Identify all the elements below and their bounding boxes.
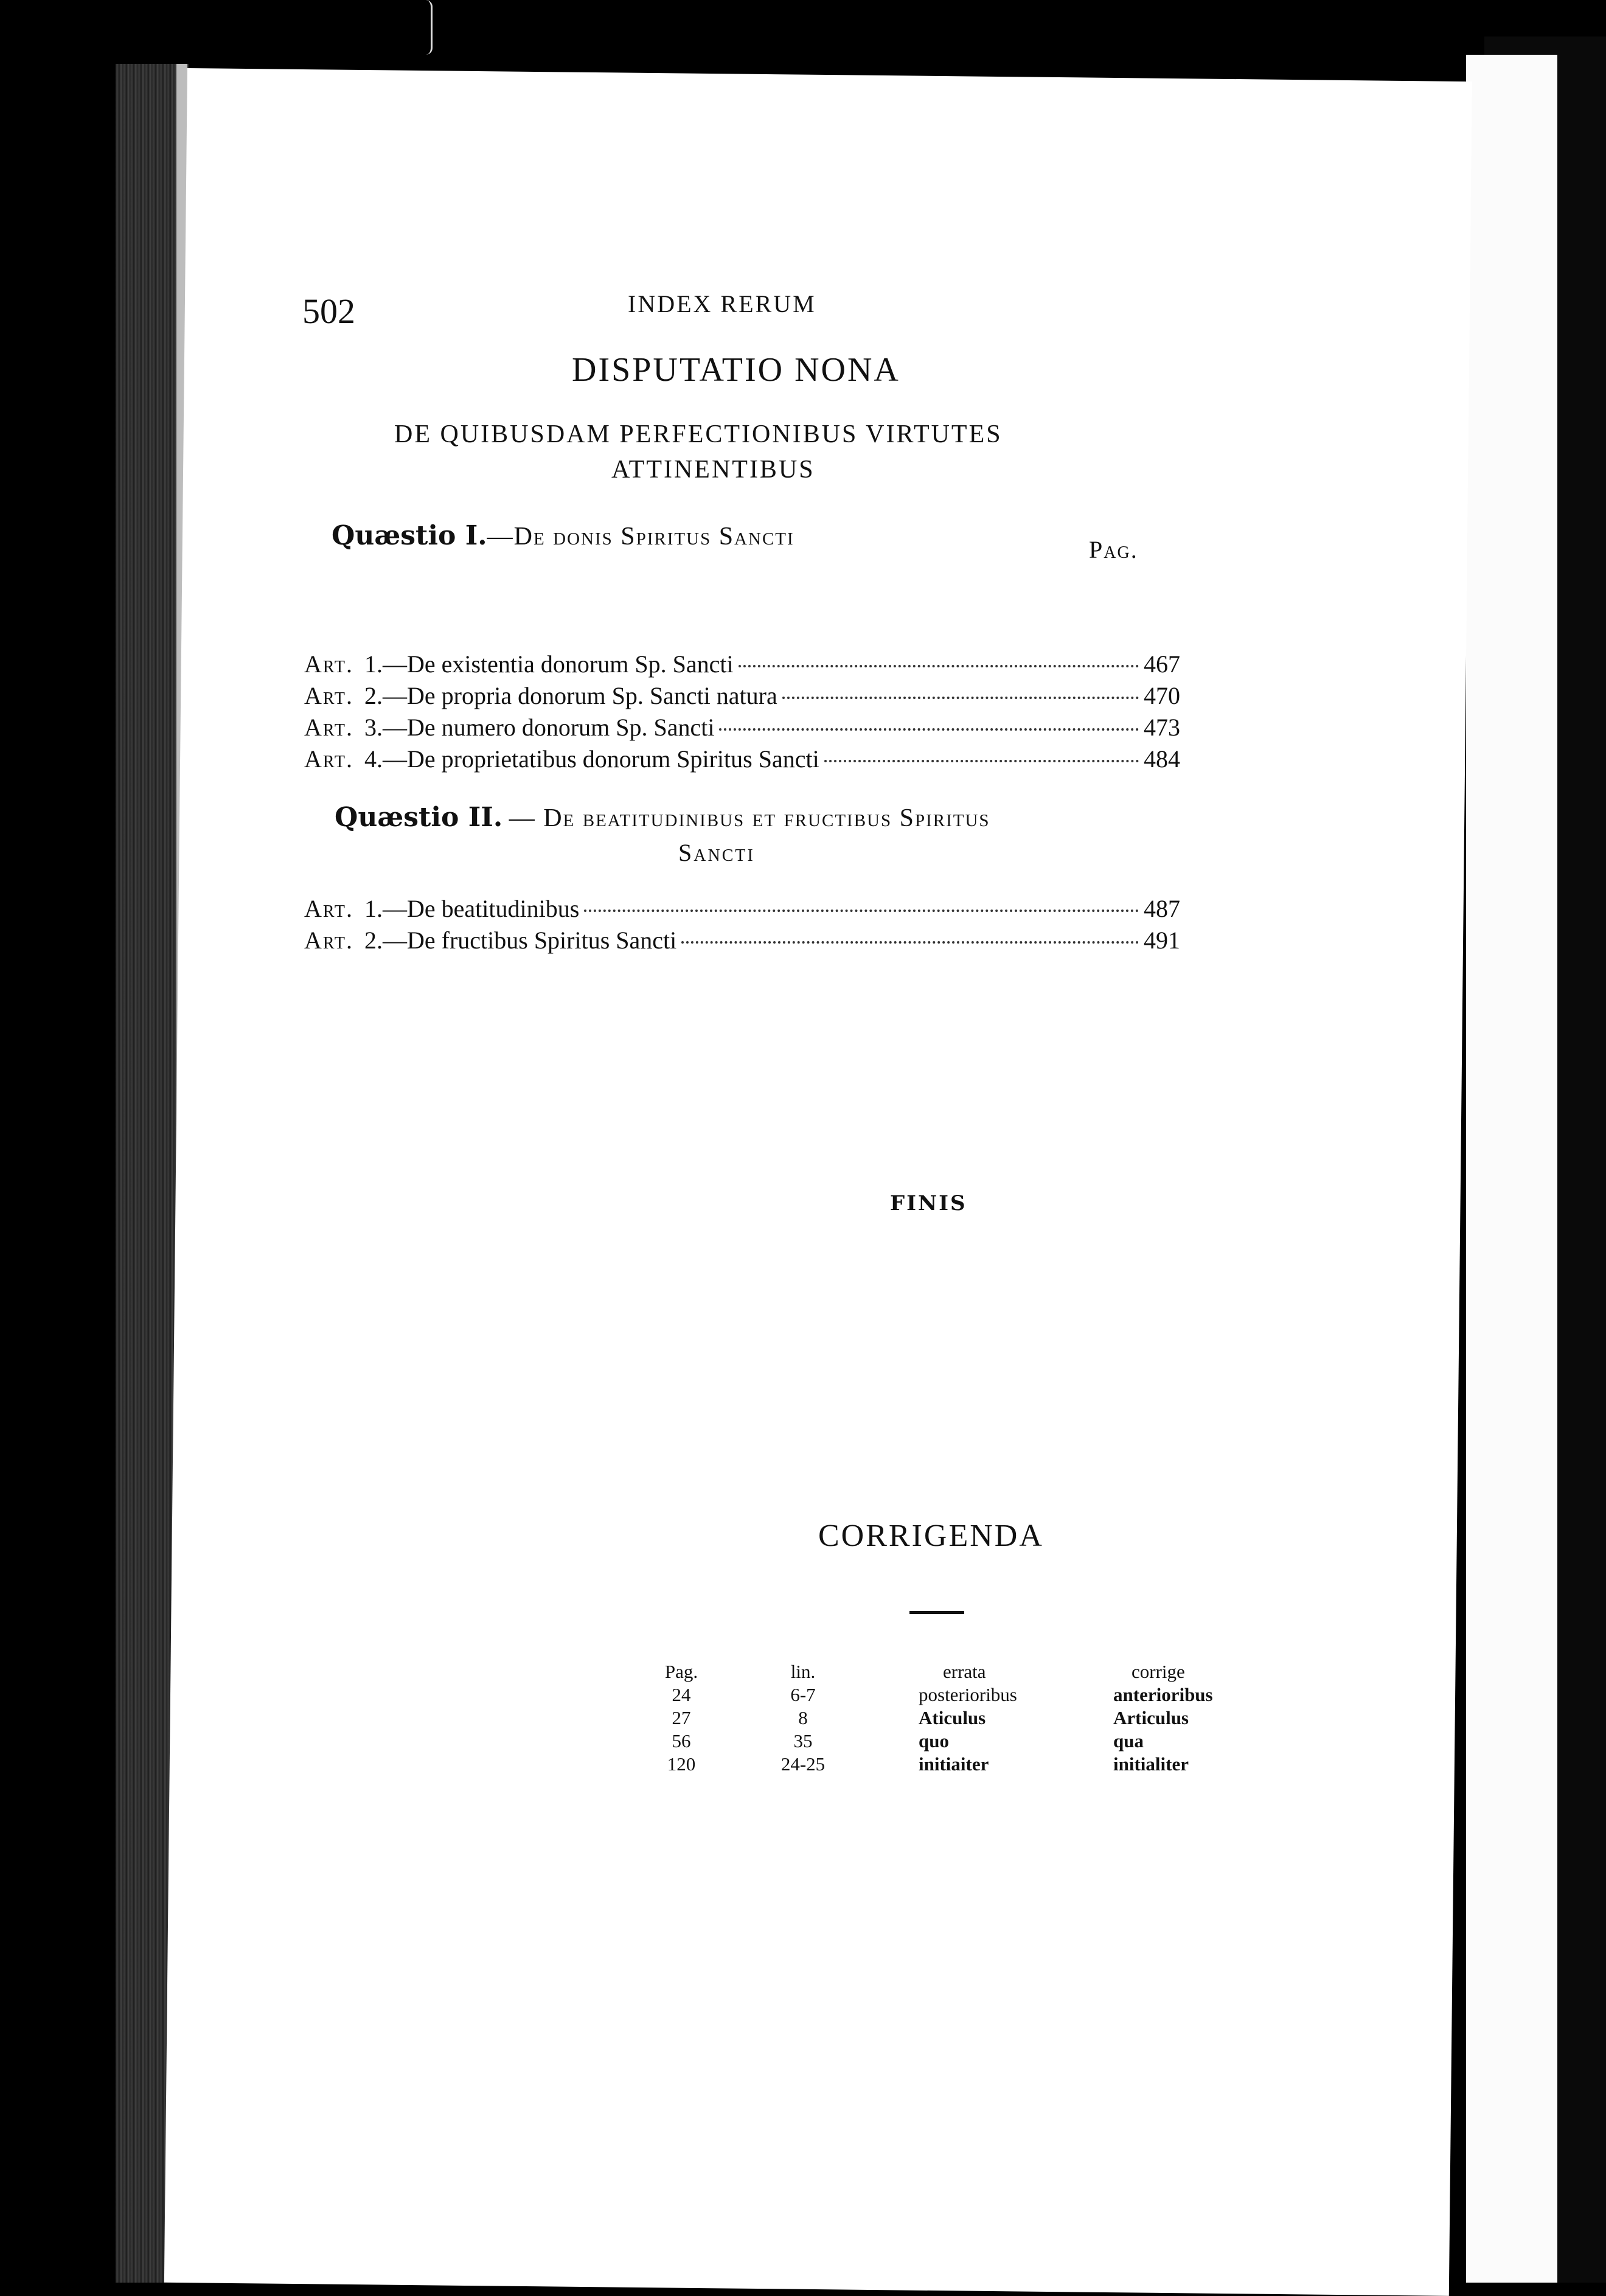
art-label: Art.	[304, 745, 353, 773]
cell-errata: initiaiter	[919, 1753, 989, 1775]
toc-entry	[304, 713, 1180, 742]
cell-lin: 8	[798, 1707, 808, 1728]
quaestio1-title: —De donis Spiritus Sancti	[487, 523, 794, 551]
cell-errata: Aticulus	[919, 1707, 986, 1728]
header-pag: Pag.	[664, 1661, 698, 1682]
page-ref: 470	[1144, 682, 1180, 709]
art-number: 1.	[364, 895, 383, 922]
page-ref: 491	[1144, 927, 1180, 954]
title-rule	[909, 1611, 964, 1614]
page-ref: 473	[1144, 714, 1180, 741]
header-lin: lin.	[790, 1661, 816, 1682]
art-title: —De propria donorum Sp. Sancti natura	[382, 682, 777, 709]
quaestio2-title-line2: Sancti	[678, 839, 755, 866]
quaestio2-title: — De beatitudinibus et fructibus Spiritus	[509, 804, 990, 832]
cell-corrige: initialiter	[1113, 1753, 1189, 1775]
art-title: —De proprietatibus donorum Spiritus Sancti	[382, 745, 819, 773]
art-number: 3.	[364, 714, 383, 741]
toc-entry	[304, 681, 1180, 710]
corrigenda-title: CORRIGENDA	[818, 1518, 1044, 1553]
section-subtitle-line2: ATTINENTIBUS	[611, 456, 815, 484]
cell-corrige: anterioribus	[1113, 1684, 1213, 1705]
leader-dots	[739, 665, 1139, 667]
adjacent-page	[1466, 55, 1557, 2283]
quaestio2-heading	[335, 802, 990, 833]
cell-errata: quo	[919, 1730, 949, 1752]
art-title: —De numero donorum Sp. Sancti	[382, 714, 715, 741]
cell-pag: 120	[667, 1753, 696, 1775]
cell-pag: 56	[672, 1730, 691, 1752]
pag-column-label: Pag.	[1089, 536, 1138, 563]
cell-lin: 35	[793, 1730, 813, 1752]
quaestio1-label: Quæstio I.	[332, 520, 487, 551]
quaestio2-label: Quæstio II.	[335, 802, 503, 833]
header-errata: errata	[943, 1661, 986, 1682]
leader-dots	[681, 941, 1139, 944]
page-ref: 484	[1144, 745, 1180, 773]
scanned-page	[164, 68, 1472, 2296]
toc-entry	[304, 650, 1180, 678]
running-head: INDEX RERUM	[628, 290, 816, 318]
cell-pag: 27	[672, 1707, 691, 1728]
scan-artifact	[426, 0, 433, 55]
art-number: 4.	[364, 745, 383, 773]
toc-entry	[304, 926, 1180, 955]
leader-dots	[824, 760, 1139, 762]
section-subtitle-line1: DE QUIBUSDAM PERFECTIONIBUS VIRTUTES	[394, 420, 1003, 448]
page-ref: 467	[1144, 650, 1180, 678]
cell-lin: 6-7	[790, 1684, 816, 1705]
cell-lin: 24-25	[780, 1753, 826, 1775]
art-title: —De existentia donorum Sp. Sancti	[382, 650, 734, 678]
art-title: —De fructibus Spiritus Sancti	[382, 927, 677, 954]
toc-entry	[304, 894, 1180, 923]
art-label: Art.	[304, 650, 353, 678]
leader-dots	[719, 728, 1139, 731]
toc-entry	[304, 745, 1180, 773]
header-corrige: corrige	[1132, 1661, 1185, 1682]
art-label: Art.	[304, 682, 353, 709]
art-title: —De beatitudinibus	[382, 895, 580, 922]
finis-label: FINIS	[890, 1191, 967, 1216]
art-number: 2.	[364, 682, 383, 709]
page-ref: 487	[1144, 895, 1180, 922]
art-number: 2.	[364, 927, 383, 954]
art-label: Art.	[304, 895, 353, 922]
leader-dots	[584, 910, 1139, 912]
cell-corrige: Articulus	[1113, 1707, 1189, 1728]
page-number: 502	[302, 291, 355, 331]
art-number: 1.	[364, 650, 383, 678]
art-label: Art.	[304, 927, 353, 954]
leader-dots	[782, 697, 1139, 699]
cell-corrige: qua	[1113, 1730, 1144, 1752]
section-title: DISPUTATIO NONA	[572, 351, 900, 389]
cell-errata: posterioribus	[919, 1684, 1017, 1705]
art-label: Art.	[304, 714, 353, 741]
cell-pag: 24	[672, 1684, 691, 1705]
quaestio1-heading	[332, 520, 794, 551]
